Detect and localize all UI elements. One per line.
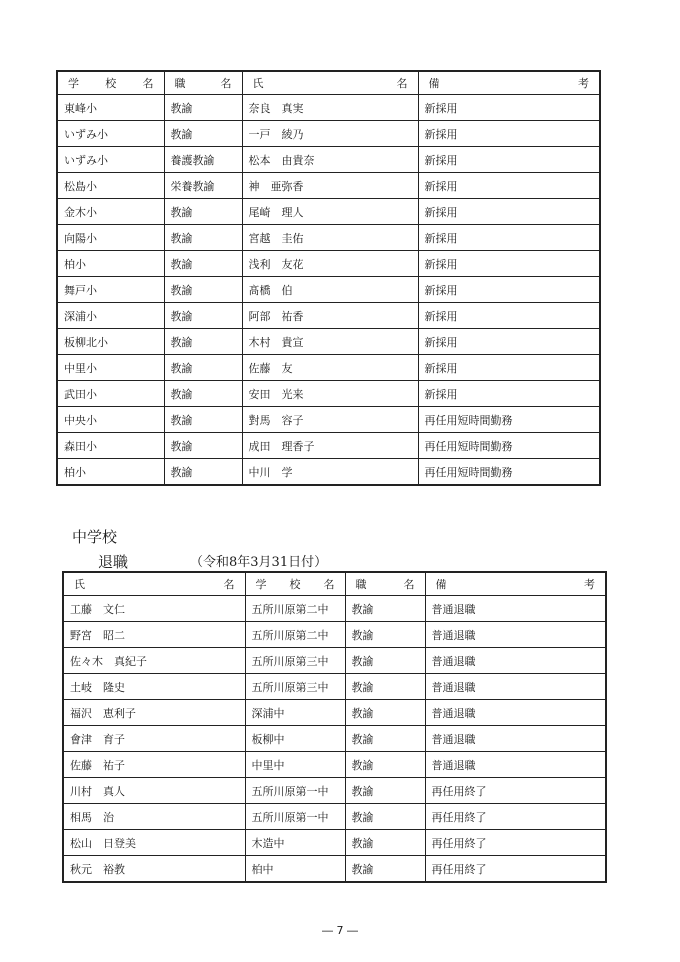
cell-remarks: 新採用 [418,147,600,173]
cell-remarks: 再任用終了 [425,804,606,830]
header-school: 学 校 名 [57,71,164,95]
cell-remarks: 再任用終了 [425,778,606,804]
cell-school: 金木小 [57,199,164,225]
cell-school: 五所川原第一中 [245,804,345,830]
cell-position: 栄養教諭 [164,173,242,199]
table-row [57,147,600,173]
cell-name: 松本 由貴奈 [242,147,418,173]
cell-remarks: 再任用短時間勤務 [418,433,600,459]
cell-name: 木村 貴宣 [242,329,418,355]
cell-school: 深浦中 [245,700,345,726]
table-row [57,251,600,277]
retirement-table [62,571,607,883]
table-row [63,648,606,674]
cell-school: 中里中 [245,752,345,778]
header-name: 氏 名 [63,572,245,596]
cell-remarks: 新採用 [418,303,600,329]
cell-remarks: 再任用短時間勤務 [418,459,600,486]
cell-school: 森田小 [57,433,164,459]
cell-school: 五所川原第二中 [245,622,345,648]
header-name: 氏 名 [242,71,418,95]
cell-name: 安田 光来 [242,381,418,407]
appointments-table [56,70,601,486]
table-row [63,778,606,804]
cell-position: 教諭 [345,648,425,674]
cell-position: 教諭 [345,778,425,804]
cell-remarks: 普通退職 [425,648,606,674]
cell-name: 相馬 治 [63,804,245,830]
table-row [57,303,600,329]
cell-position: 教諭 [164,381,242,407]
table-row [57,433,600,459]
cell-name: 佐藤 祐子 [63,752,245,778]
cell-name: 一戸 綾乃 [242,121,418,147]
cell-school: 五所川原第一中 [245,778,345,804]
cell-name: 神 亜弥香 [242,173,418,199]
cell-name: 土岐 隆史 [63,674,245,700]
table-row [63,726,606,752]
table-row [57,381,600,407]
cell-school: 板柳北小 [57,329,164,355]
table-row [63,700,606,726]
cell-name: 佐々木 真紀子 [63,648,245,674]
section-title: 中学校 [72,528,118,546]
cell-position: 教諭 [345,856,425,883]
header-remarks: 備 考 [425,572,606,596]
table-row [57,407,600,433]
table-row [57,225,600,251]
cell-remarks: 普通退職 [425,596,606,622]
table-header-row [57,71,600,95]
cell-name: 奈良 真実 [242,95,418,121]
cell-school: 舞戸小 [57,277,164,303]
cell-name: 野宮 昭二 [63,622,245,648]
page-number: ― 7 ― [322,924,358,937]
cell-remarks: 新採用 [418,95,600,121]
cell-school: 五所川原第三中 [245,674,345,700]
table-row [57,173,600,199]
cell-school: 深浦小 [57,303,164,329]
cell-position: 教諭 [345,752,425,778]
cell-school: 東峰小 [57,95,164,121]
cell-remarks: 再任用短時間勤務 [418,407,600,433]
cell-position: 教諭 [164,277,242,303]
cell-name: 浅利 友花 [242,251,418,277]
cell-name: 成田 理香子 [242,433,418,459]
table-row [57,277,600,303]
cell-position: 教諭 [345,700,425,726]
cell-position: 教諭 [345,726,425,752]
cell-school: 松島小 [57,173,164,199]
cell-school: いずみ小 [57,121,164,147]
cell-remarks: 再任用終了 [425,830,606,856]
cell-name: 秋元 裕教 [63,856,245,883]
cell-school: 木造中 [245,830,345,856]
cell-remarks: 再任用終了 [425,856,606,883]
section-date: （令和8年3月31日付） [190,555,328,570]
cell-school: 五所川原第二中 [245,596,345,622]
cell-remarks: 新採用 [418,329,600,355]
table-row [57,355,600,381]
table-row [63,752,606,778]
cell-remarks: 新採用 [418,199,600,225]
table-header-row [63,572,606,596]
table-row [57,199,600,225]
cell-name: 工藤 文仁 [63,596,245,622]
cell-remarks: 普通退職 [425,726,606,752]
cell-name: 川村 真人 [63,778,245,804]
cell-name: 松山 日登美 [63,830,245,856]
cell-school: 柏中 [245,856,345,883]
cell-school: 向陽小 [57,225,164,251]
cell-name: 宮越 圭佑 [242,225,418,251]
cell-position: 教諭 [164,303,242,329]
cell-position: 教諭 [164,225,242,251]
cell-name: 會津 育子 [63,726,245,752]
header-position: 職 名 [164,71,242,95]
cell-position: 教諭 [345,804,425,830]
cell-remarks: 新採用 [418,225,600,251]
cell-position: 教諭 [164,329,242,355]
table-row [63,856,606,883]
cell-remarks: 新採用 [418,173,600,199]
cell-school: いずみ小 [57,147,164,173]
cell-position: 教諭 [345,674,425,700]
cell-school: 五所川原第三中 [245,648,345,674]
cell-position: 教諭 [164,433,242,459]
cell-name: 佐藤 友 [242,355,418,381]
table-row [63,596,606,622]
cell-position: 教諭 [164,459,242,486]
cell-position: 教諭 [345,830,425,856]
cell-remarks: 普通退職 [425,622,606,648]
cell-name: 髙橋 伯 [242,277,418,303]
cell-school: 武田小 [57,381,164,407]
cell-remarks: 新採用 [418,381,600,407]
header-position: 職 名 [345,572,425,596]
cell-remarks: 新採用 [418,121,600,147]
cell-name: 中川 学 [242,459,418,486]
cell-school: 中里小 [57,355,164,381]
table-row [63,674,606,700]
cell-position: 教諭 [164,121,242,147]
cell-name: 尾崎 理人 [242,199,418,225]
table-row [57,329,600,355]
cell-name: 福沢 恵利子 [63,700,245,726]
header-remarks: 備 考 [418,71,600,95]
cell-remarks: 普通退職 [425,674,606,700]
table-row [57,121,600,147]
cell-remarks: 新採用 [418,277,600,303]
cell-position: 教諭 [345,622,425,648]
cell-position: 教諭 [164,95,242,121]
cell-position: 養護教諭 [164,147,242,173]
cell-remarks: 新採用 [418,355,600,381]
cell-name: 對馬 容子 [242,407,418,433]
cell-position: 教諭 [164,355,242,381]
cell-remarks: 新採用 [418,251,600,277]
cell-position: 教諭 [164,251,242,277]
section-subtitle: 退職 [98,553,129,571]
cell-school: 板柳中 [245,726,345,752]
cell-position: 教諭 [345,596,425,622]
table-row [57,95,600,121]
cell-name: 阿部 祐香 [242,303,418,329]
table-row [63,830,606,856]
table-row [63,804,606,830]
cell-position: 教諭 [164,199,242,225]
cell-position: 教諭 [164,407,242,433]
cell-remarks: 普通退職 [425,752,606,778]
header-school: 学 校 名 [245,572,345,596]
cell-school: 柏小 [57,251,164,277]
cell-remarks: 普通退職 [425,700,606,726]
cell-school: 柏小 [57,459,164,486]
table-row [57,459,600,486]
cell-school: 中央小 [57,407,164,433]
table-row [63,622,606,648]
